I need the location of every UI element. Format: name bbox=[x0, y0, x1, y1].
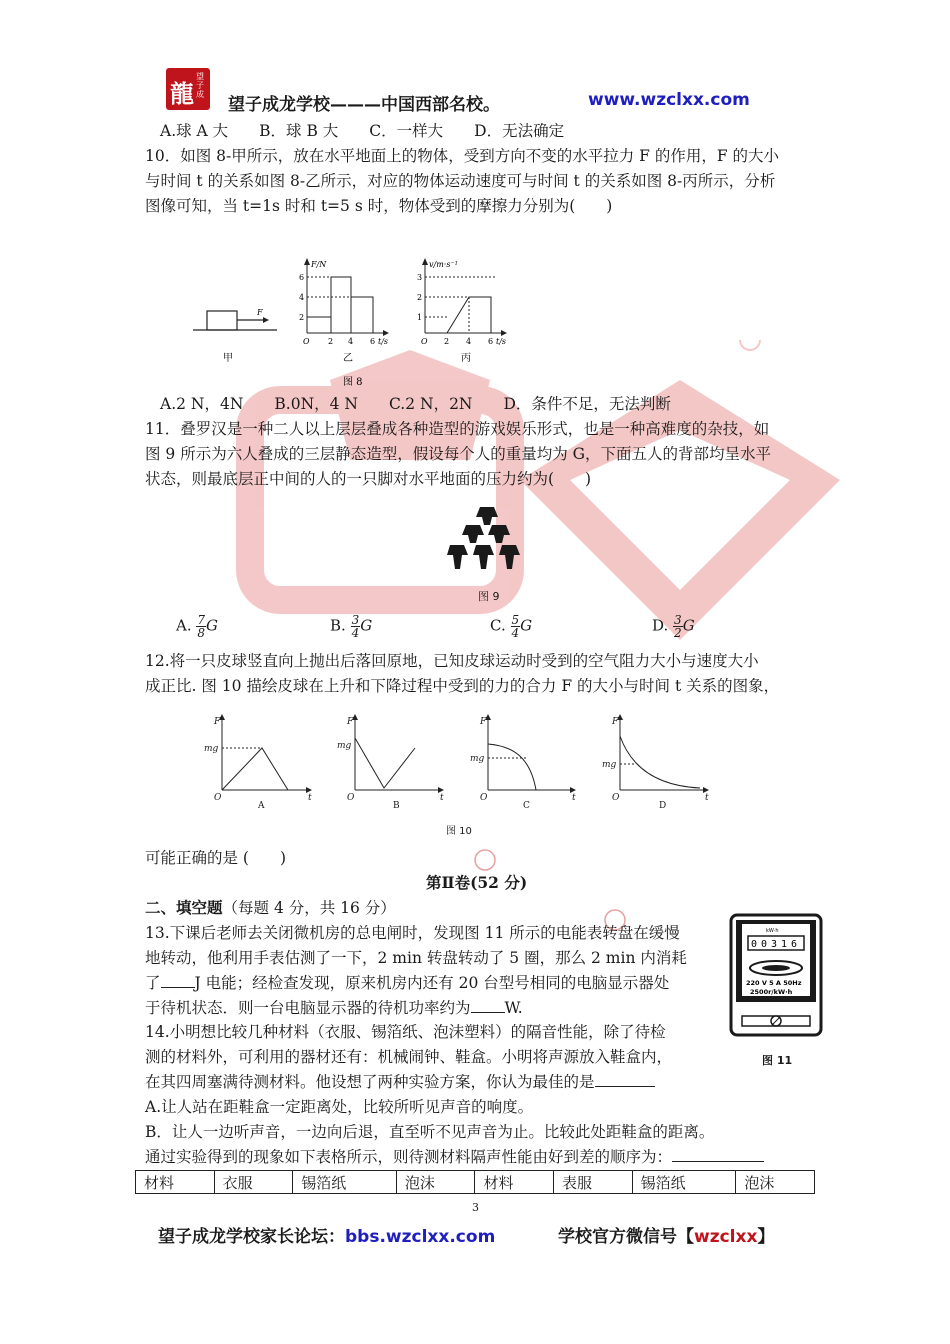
footer-wechat-id: wzclxx bbox=[694, 1227, 758, 1247]
fig10-graph-c bbox=[470, 714, 576, 811]
q14-line-1: 14.小明想比较几种材料（衣服、锡箔纸、泡沫塑料）的隔音性能，除了待检 bbox=[145, 1023, 666, 1041]
fig8-yi-t-axis: t/s bbox=[378, 337, 389, 346]
table-cell: 锡箔纸 bbox=[293, 1171, 397, 1194]
meter-digit-4: 1 bbox=[781, 939, 788, 950]
q13-blank-1[interactable] bbox=[161, 987, 195, 988]
footer-forum-label: 望子成龙学校家长论坛： bbox=[158, 1227, 345, 1247]
fig10-a-F: F bbox=[214, 717, 221, 727]
table-cell: 泡沫 bbox=[396, 1171, 475, 1194]
fig8-label-yi: 乙 bbox=[343, 353, 353, 364]
figure-11-electric-meter bbox=[728, 912, 824, 1044]
footer-forum bbox=[158, 1222, 495, 1247]
fig10-caption: 图 10 bbox=[446, 826, 472, 837]
q10-line-3: 图像可知，当 t=1s 时和 t=5 s 时，物体受到的摩擦力分别为( ) bbox=[145, 197, 613, 215]
fig8-bing-x-6: 6 bbox=[488, 337, 494, 346]
q12-line-1: 12.将一只皮球竖直向上抛出后落回原地，已知皮球运动时受到的空气阻力大小与速度大小 bbox=[145, 652, 759, 670]
q11-line-2: 图 9 所示为六人叠成的三层静态造型，假设每个人的重量均为 G，下面五人的背部均呈水平 bbox=[145, 445, 772, 463]
q13-blank-2[interactable] bbox=[471, 1012, 505, 1013]
meter-digit-3: 3 bbox=[771, 939, 778, 950]
page-number: 3 bbox=[472, 1201, 479, 1214]
fig8-bing-y-3: 3 bbox=[417, 273, 423, 282]
fig10-c-name: C bbox=[523, 801, 530, 811]
table-cell: 泡沫 bbox=[736, 1171, 815, 1194]
q13-line-4: 于待机状态．则一台电脑显示器的待机功率约为 W. bbox=[145, 999, 523, 1017]
fig10-d-mg: mg bbox=[602, 760, 617, 770]
fig10-graph-a bbox=[204, 714, 312, 811]
q12-tail: 可能正确的是 ( ) bbox=[145, 849, 287, 867]
q14-line-4: 通过实验得到的现象如下表格所示，则待测材料隔声性能由好到差的顺序为： bbox=[145, 1147, 764, 1167]
fig8-bing-graph bbox=[417, 258, 507, 346]
fig8-yi-y-6: 6 bbox=[299, 273, 305, 282]
q11-option-c[interactable]: C. $\frac{5}{4}$ G bbox=[490, 613, 533, 640]
fig10-d-O: O bbox=[612, 793, 620, 803]
q14-option-a: A.让人站在距鞋盒一定距离处，比较所听见声音的响度。 bbox=[145, 1098, 534, 1116]
footer-wechat: 学校官方微信号【wzclxx】 bbox=[558, 1227, 775, 1247]
q14-blank-2[interactable] bbox=[672, 1161, 764, 1162]
q10-line-2: 与时间 t 的关系如图 8-乙所示，对应的物体运动速度可与时间 t 的关系如图 8-丙所示，分析 bbox=[145, 172, 776, 190]
fig10-a-O: O bbox=[214, 793, 222, 803]
fig10-d-t: t bbox=[705, 793, 709, 803]
fig10-c-mg: mg bbox=[470, 754, 485, 764]
q14-line-2: 测的材料外，可利用的器材还有：机械闹钟、鞋盒。小明将声源放入鞋盒内， bbox=[145, 1048, 673, 1066]
q14-blank-1[interactable] bbox=[595, 1086, 655, 1087]
fig8-yi-graph bbox=[299, 258, 389, 346]
fig8-bing-t-axis: t/s bbox=[496, 337, 507, 346]
figure-8 bbox=[185, 255, 525, 390]
q14-line-3: 在其四周塞满待测材料。他设想了两种实验方案，你认为最佳的是 bbox=[145, 1072, 655, 1092]
fig10-c-O: O bbox=[480, 793, 488, 803]
footer-wechat-label: 学校官方微信号【 bbox=[558, 1227, 694, 1247]
q9-options: A.球 A 大 B．球 B 大 C．一样大 D．无法确定 bbox=[160, 122, 565, 140]
fig8-yi-y-2: 2 bbox=[299, 313, 305, 322]
meter-digit-5: 6 bbox=[791, 939, 798, 950]
fig10-d-F: F bbox=[612, 717, 619, 727]
table-cell: 材料 bbox=[136, 1171, 215, 1194]
logo-subtext: 望子成 bbox=[196, 72, 204, 99]
fig10-b-F: F bbox=[347, 717, 354, 727]
fig10-graph-d bbox=[602, 714, 709, 811]
fig9-caption: 图 9 bbox=[478, 590, 500, 603]
section2-heading: 第Ⅱ卷(52 分) bbox=[426, 873, 528, 892]
table-row bbox=[136, 1171, 815, 1194]
meter-top-label: kW·h bbox=[766, 928, 779, 934]
fig8-label-jia: 甲 bbox=[223, 353, 233, 364]
logo-character: 龍 bbox=[170, 79, 194, 108]
section2-title-line bbox=[145, 898, 396, 918]
q12-line-2: 成正比. 图 10 描绘皮球在上升和下降过程中受到的力的合力 F 的大小与时间 t 关系的图象， bbox=[145, 677, 780, 695]
header-url[interactable]: www.wzclxx.com bbox=[588, 90, 750, 110]
meter-spec-1: 220 V 5 A 50Hz bbox=[746, 979, 802, 987]
meter-spec-2: 2500r/kW·h bbox=[750, 988, 793, 996]
fig8-bing-x-4: 4 bbox=[466, 337, 472, 346]
fig10-b-O: O bbox=[347, 793, 355, 803]
fig8-yi-origin: O bbox=[303, 337, 310, 346]
fig8-label-bing: 丙 bbox=[461, 353, 471, 364]
section2-title: 二、填空题 bbox=[145, 898, 223, 917]
fig10-c-F: F bbox=[480, 717, 487, 727]
q13-line-2: 地转动，他利用手表估测了一下，2 min 转盘转动了 5 圈，那么 2 min 内消耗 bbox=[145, 949, 687, 967]
q11-option-a[interactable]: A. $\frac{7}{8}$ G bbox=[176, 613, 219, 640]
fig8-bing-y-2: 2 bbox=[417, 293, 423, 302]
fig10-b-t: t bbox=[440, 793, 444, 803]
section2-note: （每题 4 分，共 16 分） bbox=[222, 899, 396, 917]
fig8-F-axis: F/N bbox=[311, 260, 327, 269]
fig10-d-name: D bbox=[659, 801, 667, 811]
fig8-caption: 图 8 bbox=[343, 377, 363, 388]
fig10-a-t: t bbox=[308, 793, 312, 803]
q11-line-3: 状态，则最底层正中间的人的一只脚对水平地面的压力约为( ) bbox=[145, 470, 592, 488]
fig10-a-mg: mg bbox=[204, 744, 219, 754]
fig8-jia-block bbox=[193, 308, 277, 330]
fig8-yi-y-4: 4 bbox=[299, 293, 305, 302]
table-cell: 锡箔纸 bbox=[632, 1171, 736, 1194]
meter-digit-1: 0 bbox=[751, 939, 758, 950]
fig10-b-name: B bbox=[393, 801, 400, 811]
table-cell: 衣服 bbox=[214, 1171, 293, 1194]
watermark-registered-icon bbox=[470, 845, 500, 875]
figure-9-human-pyramid bbox=[446, 505, 528, 571]
figure-10 bbox=[200, 712, 720, 842]
q14-option-b: B．让人一边听声音，一边向后退，直至听不见声音为止。比较此处距鞋盒的距离。 bbox=[145, 1123, 715, 1141]
q11-option-d[interactable]: D. $\frac{3}{2}$ G bbox=[652, 613, 695, 640]
fig8-v-axis: v/m·s⁻¹ bbox=[429, 260, 458, 269]
table-cell: 材料 bbox=[475, 1171, 554, 1194]
fig8-bing-x-2: 2 bbox=[444, 337, 450, 346]
fig10-b-mg: mg bbox=[337, 741, 352, 751]
q13-line-1: 13.下课后老师去关闭微机房的总电闸时，发现图 11 所示的电能表转盘在缓慢 bbox=[145, 924, 680, 942]
table-cell: 表服 bbox=[554, 1171, 633, 1194]
fig11-caption: 图 11 bbox=[762, 1054, 793, 1067]
fig8-yi-x-2: 2 bbox=[328, 337, 334, 346]
q11-line-1: 11．叠罗汉是一种二人以上层层叠成各种造型的游戏娱乐形式，也是一种高难度的杂技，如 bbox=[145, 420, 770, 438]
q13-line-3: 了 J 电能；经检查发现，原来机房内还有 20 台型号相同的电脑显示器处 bbox=[145, 974, 670, 992]
footer-forum-url[interactable]: bbs.wzclxx.com bbox=[345, 1227, 496, 1247]
fig10-graph-b bbox=[337, 714, 444, 811]
fig8-yi-x-4: 4 bbox=[348, 337, 354, 346]
q11-option-b[interactable]: B. $\frac{3}{4}$ G bbox=[330, 613, 373, 640]
school-logo bbox=[166, 68, 210, 110]
fig8-force-label: F bbox=[257, 308, 263, 317]
materials-table bbox=[135, 1170, 815, 1194]
fig10-a-name: A bbox=[258, 801, 265, 811]
fig8-bing-origin: O bbox=[421, 337, 428, 346]
meter-digit-2: 0 bbox=[761, 939, 768, 950]
fig8-bing-y-1: 1 bbox=[417, 313, 423, 322]
q10-options: A.2 N，4N B.0N，4 N C.2 N，2N D．条件不足，无法判断 bbox=[160, 395, 671, 413]
header-title: 望子成龙学校———中国西部名校。 bbox=[228, 95, 500, 115]
fig10-c-t: t bbox=[572, 793, 576, 803]
fig8-yi-x-6: 6 bbox=[370, 337, 376, 346]
q10-line-1: 10．如图 8-甲所示，放在水平地面上的物体，受到方向不变的水平拉力 F 的作用，F 的大小 bbox=[145, 147, 780, 165]
